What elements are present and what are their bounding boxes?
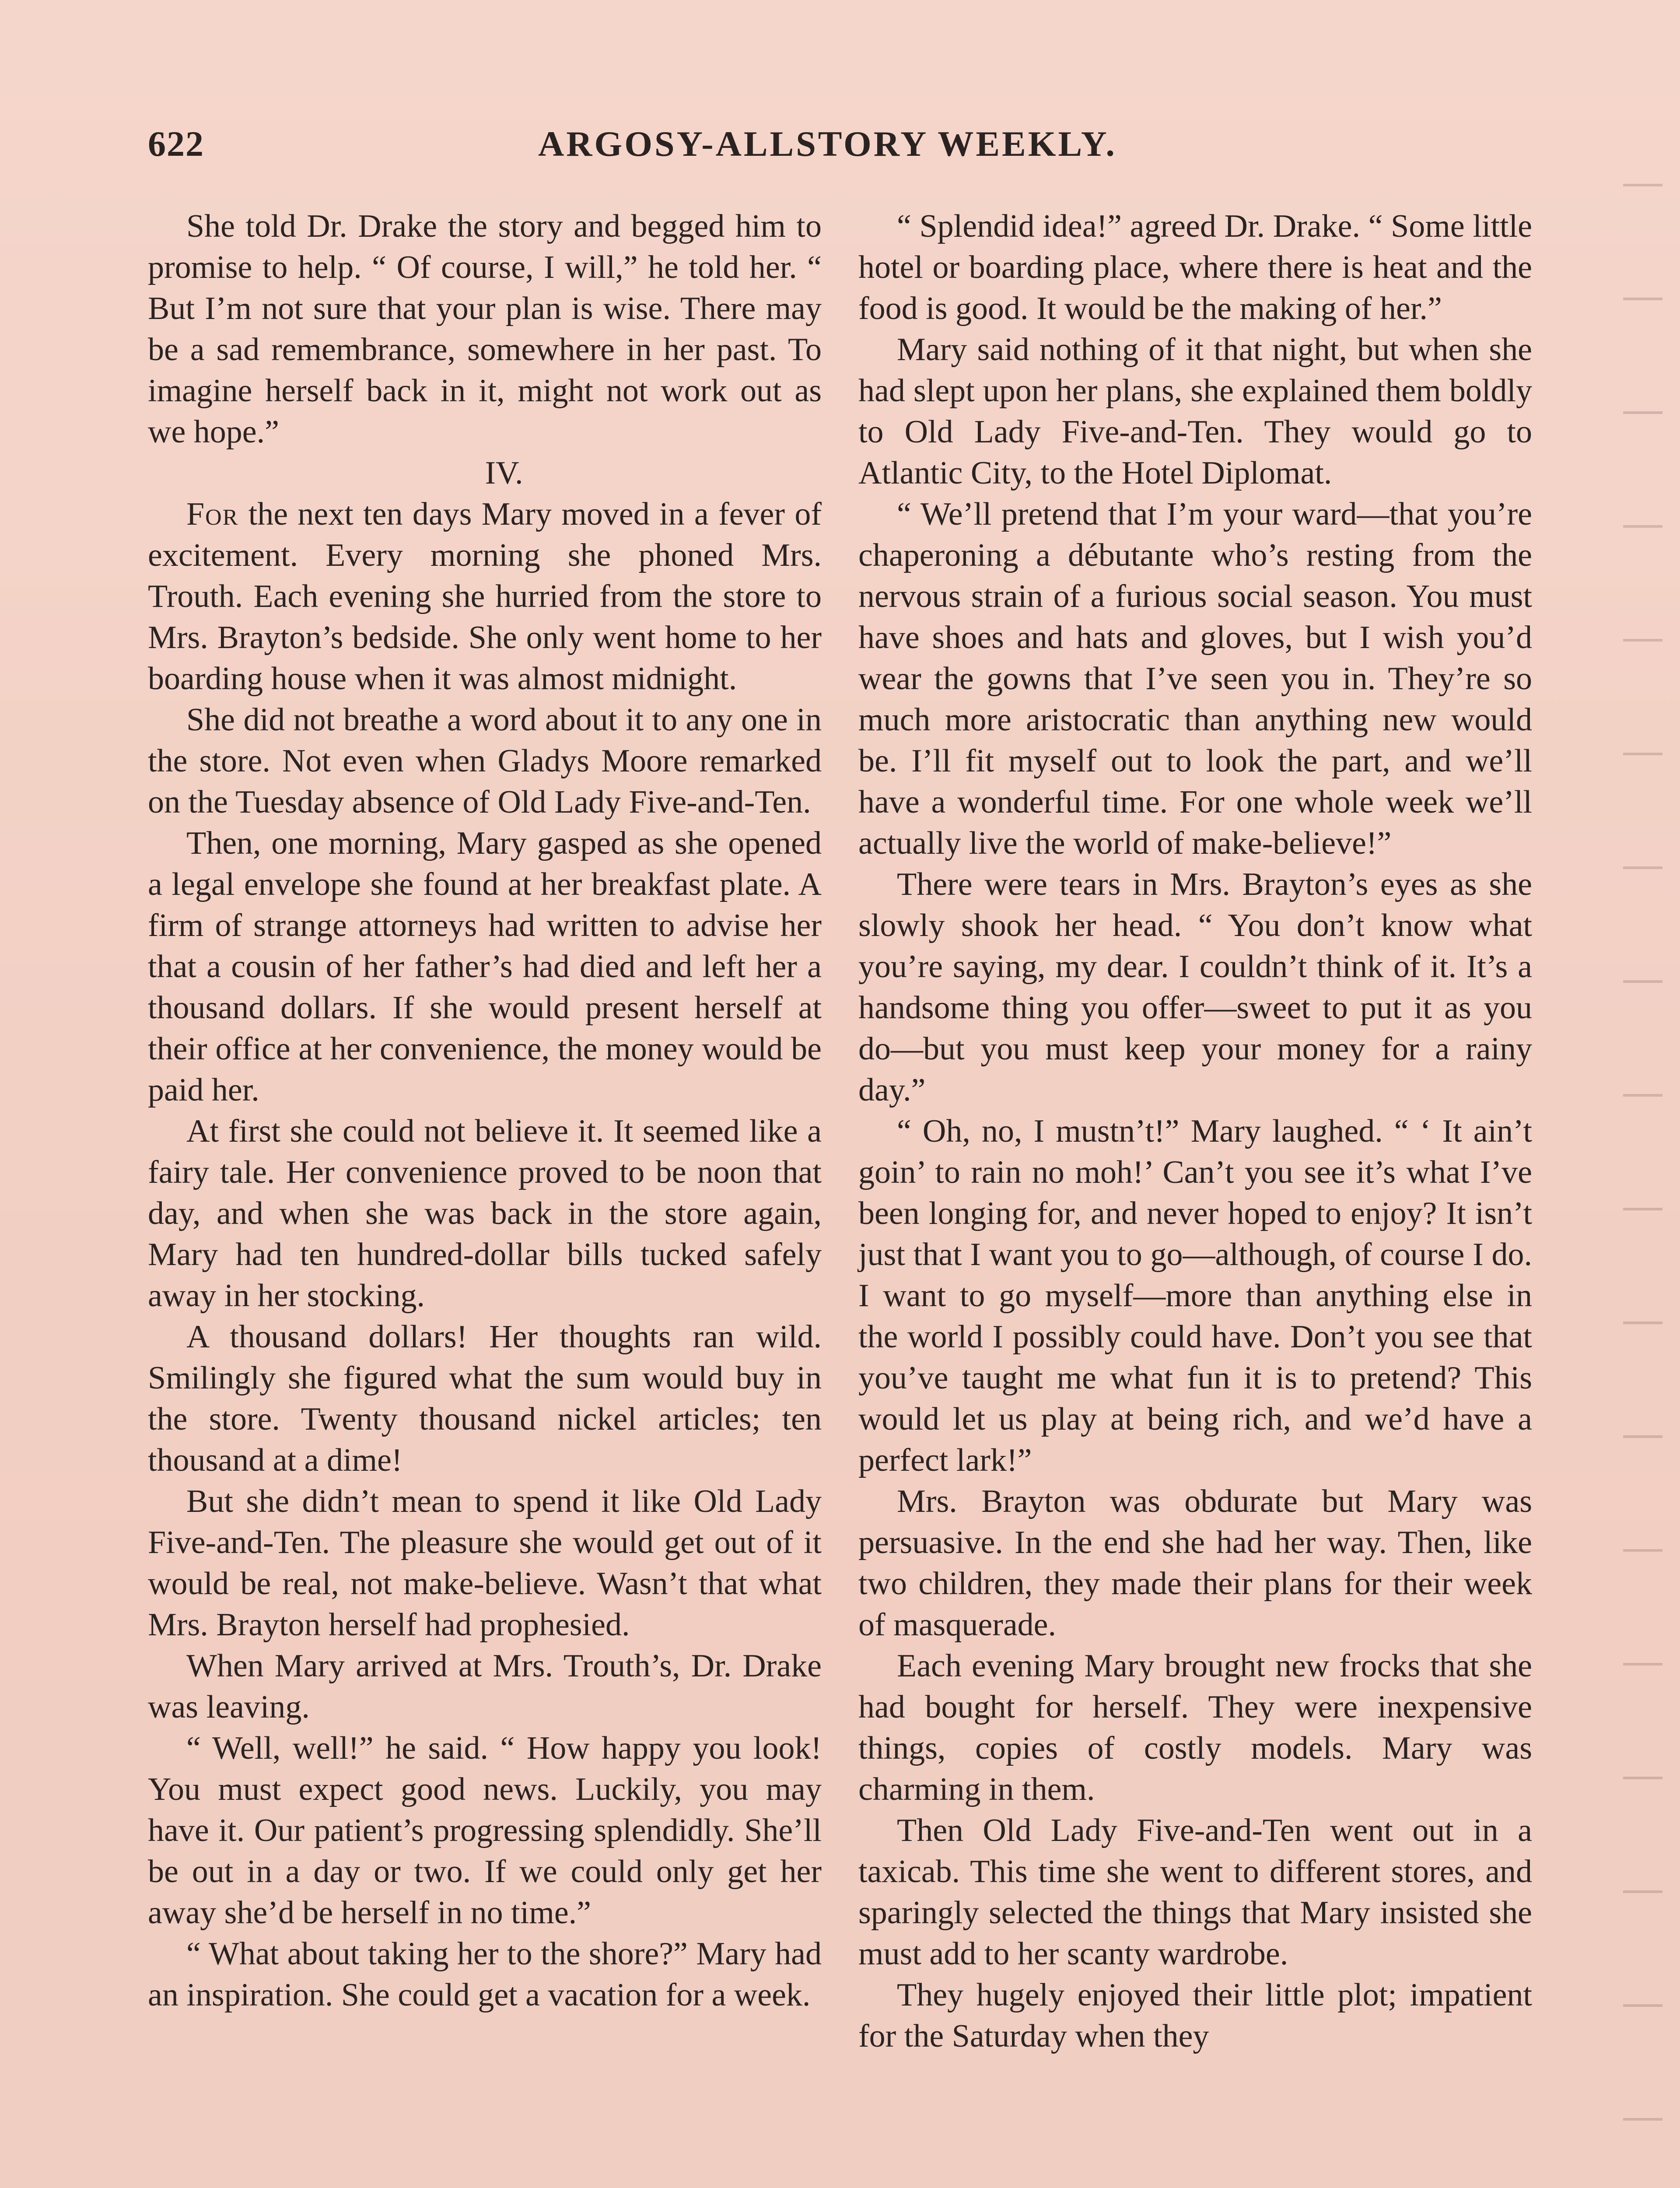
paragraph: They hugely enjoyed their little plot; impatient for the Saturday when they	[858, 1977, 1532, 2054]
left-column	[148, 206, 822, 2016]
paragraph: Mrs. Brayton was obdurate but Mary was persuasive. In the end she had her way. Then, like two children, they made their plans for their week of masquerade.	[858, 1483, 1532, 1643]
paragraph: “ Well, well!” he said. “ How happy you look! You must expect good news. Luckily, you may have it. Our patient’s progressing splendidly. She’ll be out in a day or two. If we could only get her away she’d be herself in no time.”	[148, 1730, 822, 1931]
right-column	[858, 206, 1532, 2057]
page-number: 622	[148, 124, 204, 164]
paragraph: Each evening Mary brought new frocks that she had bought for herself. They were inexpensive things, copies of costly models. Mary was charming in them.	[858, 1648, 1532, 1807]
paragraph: Then Old Lady Five-and-Ten went out in a taxicab. This time she went to different stores, and sparingly selected the things that Mary insisted she must add to her scanty wardrobe.	[858, 1813, 1532, 1972]
paragraph-lead: For	[186, 496, 239, 532]
paragraph: But she didn’t mean to spend it like Old Lady Five-and-Ten. The pleasure she would get out of it would be real, not make-believe. Wasn’t that what Mrs. Brayton herself had prophesied.	[148, 1483, 822, 1643]
paragraph: “ Oh, no, I mustn’t!” Mary laughed. “ ‘ It ain’t goin’ to rain no moh!’ Can’t you see it’s what I’ve been longing for, and never hoped to enjoy? It isn’t just that I want you to go—although, of course I do. I want to go myself—more than anything else in the world I possibly could have. Don’t you see that you’ve taught me what fun it is to pretend? This would let us play at being rich, and we’d have a perfect lark!”	[858, 1113, 1532, 1478]
paragraph: She did not breathe a word about it to any one in the store. Not even when Gladys Moore remarked on the Tuesday absence of Old Lady Five-and-Ten.	[148, 702, 822, 820]
paragraph: There were tears in Mrs. Brayton’s eyes as she slowly shook her head. “ You don’t know what you’re saying, my dear. I couldn’t think of it. It’s a handsome thing you offer—sweet to put it as you do—but you must keep your money for a rainy day.”	[858, 866, 1532, 1108]
paragraph: When Mary arrived at Mrs. Trouth’s, Dr. Drake was leaving.	[148, 1648, 822, 1725]
paragraph: A thousand dollars! Her thoughts ran wild. Smilingly she figured what the sum would buy in the store. Twenty thousand nickel articles; ten thousand at a dime!	[148, 1319, 822, 1478]
paragraph: “ What about taking her to the shore?” Mary had an inspiration. She could get a vacation for a week.	[148, 1936, 822, 2013]
section-heading: IV.	[485, 455, 523, 491]
paragraph: At first she could not believe it. It seemed like a fairy tale. Her convenience proved to be noon that day, and when she was back in the store again, Mary had ten hundred-dollar bills tucked safely away in her stocking.	[148, 1113, 822, 1314]
paragraph	[148, 494, 822, 699]
paragraph-body: the next ten days Mary moved in a fever of excitement. Every morning she phoned Mrs. Trouth. Each evening she hurried from the store to Mrs. Brayton’s bedside. She only went home to her boarding house when it was almost midnight.	[148, 496, 822, 697]
paragraph: Then, one morning, Mary gasped as she opened a legal envelope she found at her breakfast plate. A firm of strange attorneys had written to advise her that a cousin of her father’s had died and left her a thousand dollars. If she would present herself at their office at her convenience, the money would be paid her.	[148, 825, 822, 1108]
paragraph: “ We’ll pretend that I’m your ward—that you’re chaperoning a débutante who’s resting from the nervous strain of a furious social season. You must have shoes and hats and gloves, but I wish you’d wear the gowns that I’ve seen you in. They’re so much more aristocratic than anything new would be. I’ll fit myself out to look the part, and we’ll have a wonderful time. For one whole week we’ll actually live the world of make-believe!”	[858, 496, 1532, 861]
paragraph: Mary said nothing of it that night, but when she had slept upon her plans, she explained them boldly to Old Lady Five-and-Ten. They would go to Atlantic City, to the Hotel Diplomat.	[858, 332, 1532, 491]
paragraph: “ Splendid idea!” agreed Dr. Drake. “ Some little hotel or boarding place, where there is heat and the food is good. It would be the making of her.”	[858, 208, 1532, 326]
running-head: ARGOSY-ALLSTORY WEEKLY.	[538, 124, 1117, 164]
paragraph: She told Dr. Drake the story and begged him to promise to help. “ Of course, I will,” he told her. “ But I’m not sure that your plan is wise. There may be a sad remembrance, somewhere in her past. To imagine herself back in it, might not work out as we hope.”	[148, 208, 822, 450]
page-edge-marks	[1623, 131, 1662, 2188]
